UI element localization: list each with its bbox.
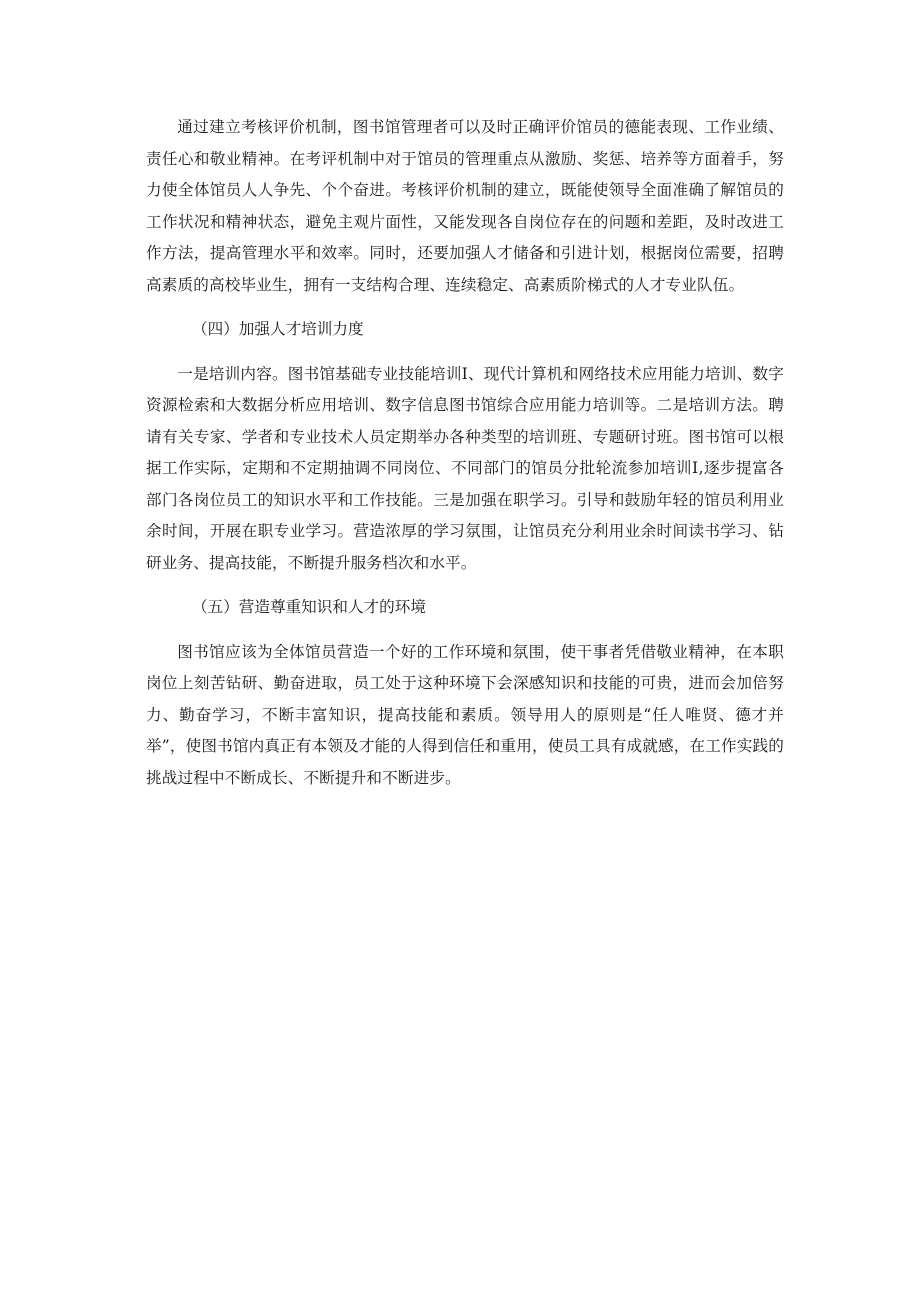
section-heading-respect-environment: （五）营造尊重知识和人才的环境 xyxy=(192,598,426,616)
document-page xyxy=(146,112,784,794)
paragraph-assessment-mechanism: 通过建立考核评价机制，图书馆管理者可以及时正确评价馆员的德能表现、工作业绩、责任心和敬业精神。在考评机制中对于馆员的管理重点从激励、奖惩、培养等方面着手，努力使全体馆员人人争先、个个奋进。考核评价机制的建立，既能使领导全面准确了解馆员的工作状况和精神状态，避免主观片面性，又能发现各自岗位存在的问题和差距，及时改进工作方法，提高管理水平和效率。同时，还要加强人才储备和引进计划，根据岗位需要，招聘高素质的高校毕业生，拥有一支结构合理、连续稳定、高素质阶梯式的人才专业队伍。 xyxy=(146,118,784,294)
section-heading-talent-training: （四）加强人才培训力度 xyxy=(192,320,364,338)
paragraph-work-environment: 图书馆应该为全体馆员营造一个好的工作环境和氛围，使干事者凭借敬业精神，在本职岗位上刻苦钻研、勤奋进取，员工处于这种环境下会深感知识和技能的可贵，进而会加倍努力、勤奋学习，不断丰富知识，提高技能和素质。领导用人的原则是“任人唯贤、德才并举”，使图书馆内真正有本领及才能的人得到信任和重用，使员工具有成就感，在工作实践的挑战过程中不断成长、不断提升和不断进步。 xyxy=(146,642,784,787)
paragraph-training-content: 一是培训内容。图书馆基础专业技能培训Ⅰ、现代计算机和网络技术应用能力培训、数字资源检索和大数据分析应用培训、数字信息图书馆综合应用能力培训等。二是培训方法。聘请有关专家、学者和专业技术人员定期举办各种类型的培训班、专题研讨班。图书馆可以根据工作实际，定期和不定期抽调不同岗位、不同部门的馆员分批轮流参加培训Ⅰ,逐步提富各部门各岗位员工的知识水平和工作技能。三是加强在职学习。引导和鼓励年轻的馆员利用业余时间，开展在职专业学习。营造浓厚的学习氛围，让馆员充分利用业余时间读书学习、钻研业务、提高技能，不断提升服务档次和水平。 xyxy=(146,364,784,572)
